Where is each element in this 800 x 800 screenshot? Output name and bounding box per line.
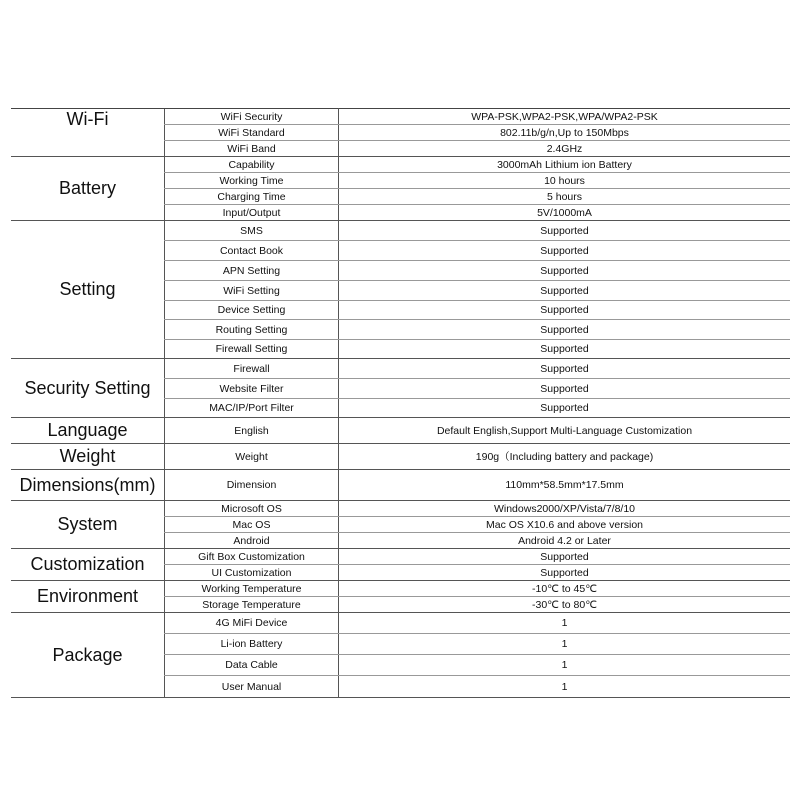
value-cell: Mac OS X10.6 and above version xyxy=(339,517,791,533)
value-cell: Supported xyxy=(339,399,791,418)
feature-cell: Storage Temperature xyxy=(165,597,339,613)
feature-cell: Routing Setting xyxy=(165,320,339,340)
table-row xyxy=(11,157,790,173)
feature-cell: APN Setting xyxy=(165,261,339,281)
value-cell: Default English,Support Multi-Language Customization xyxy=(339,418,791,444)
feature-cell: WiFi Security xyxy=(165,109,339,125)
value-cell: 5V/1000mA xyxy=(339,205,791,221)
feature-cell: Gift Box Customization xyxy=(165,549,339,565)
value-cell: Android 4.2 or Later xyxy=(339,533,791,549)
value-cell: Windows2000/XP/Vista/7/8/10 xyxy=(339,501,791,517)
value-cell: -10℃ to 45℃ xyxy=(339,581,791,597)
table-row xyxy=(11,549,790,565)
feature-cell: 4G MiFi Device xyxy=(165,613,339,634)
category-cell: System xyxy=(11,501,165,549)
feature-cell: UI Customization xyxy=(165,565,339,581)
feature-cell: Mac OS xyxy=(165,517,339,533)
table-row xyxy=(11,359,790,379)
feature-cell: Firewall Setting xyxy=(165,340,339,359)
feature-cell: Charging Time xyxy=(165,189,339,205)
value-cell: Supported xyxy=(339,359,791,379)
feature-cell: Device Setting xyxy=(165,301,339,320)
category-cell: Weight xyxy=(11,444,165,470)
feature-cell: Capability xyxy=(165,157,339,173)
category-cell: Customization xyxy=(11,549,165,581)
table-row xyxy=(11,221,790,241)
value-cell: 2.4GHz xyxy=(339,141,791,157)
category-cell: Dimensions(mm) xyxy=(11,470,165,501)
value-cell: 190g（Including battery and package) xyxy=(339,444,791,470)
feature-cell: SMS xyxy=(165,221,339,241)
spec-table-body xyxy=(11,109,790,698)
value-cell: 1 xyxy=(339,634,791,655)
value-cell: 1 xyxy=(339,676,791,698)
category-cell: Setting xyxy=(11,221,165,359)
feature-cell: MAC/IP/Port Filter xyxy=(165,399,339,418)
feature-cell: Microsoft OS xyxy=(165,501,339,517)
feature-cell: Website Filter xyxy=(165,379,339,399)
value-cell: 10 hours xyxy=(339,173,791,189)
table-row xyxy=(11,470,790,501)
value-cell: Supported xyxy=(339,221,791,241)
feature-cell: User Manual xyxy=(165,676,339,698)
category-cell: Battery xyxy=(11,157,165,221)
table-row xyxy=(11,501,790,517)
value-cell: Supported xyxy=(339,340,791,359)
feature-cell: Contact Book xyxy=(165,241,339,261)
value-cell: 1 xyxy=(339,613,791,634)
table-row xyxy=(11,109,790,125)
feature-cell: WiFi Standard xyxy=(165,125,339,141)
feature-cell: Weight xyxy=(165,444,339,470)
feature-cell: Data Cable xyxy=(165,655,339,676)
value-cell: Supported xyxy=(339,301,791,320)
table-row xyxy=(11,418,790,444)
feature-cell: WiFi Setting xyxy=(165,281,339,301)
value-cell: Supported xyxy=(339,379,791,399)
value-cell: Supported xyxy=(339,281,791,301)
table-row xyxy=(11,581,790,597)
feature-cell: Working Temperature xyxy=(165,581,339,597)
category-cell: Language xyxy=(11,418,165,444)
value-cell: Supported xyxy=(339,261,791,281)
value-cell: 3000mAh Lithium ion Battery xyxy=(339,157,791,173)
feature-cell: Android xyxy=(165,533,339,549)
value-cell: Supported xyxy=(339,320,791,340)
feature-cell: Working Time xyxy=(165,173,339,189)
value-cell: 5 hours xyxy=(339,189,791,205)
value-cell: 110mm*58.5mm*17.5mm xyxy=(339,470,791,501)
category-cell: Package xyxy=(11,613,165,698)
feature-cell: English xyxy=(165,418,339,444)
value-cell: 802.11b/g/n,Up to 150Mbps xyxy=(339,125,791,141)
spec-table xyxy=(11,108,790,698)
feature-cell: Dimension xyxy=(165,470,339,501)
value-cell: 1 xyxy=(339,655,791,676)
feature-cell: WiFi Band xyxy=(165,141,339,157)
feature-cell: Li-ion Battery xyxy=(165,634,339,655)
feature-cell: Firewall xyxy=(165,359,339,379)
category-cell: Wi-Fi xyxy=(11,109,165,157)
feature-cell: Input/Output xyxy=(165,205,339,221)
category-cell: Environment xyxy=(11,581,165,613)
table-row xyxy=(11,444,790,470)
value-cell: WPA-PSK,WPA2-PSK,WPA/WPA2-PSK xyxy=(339,109,791,125)
value-cell: -30℃ to 80℃ xyxy=(339,597,791,613)
category-cell: Security Setting xyxy=(11,359,165,418)
value-cell: Supported xyxy=(339,549,791,565)
value-cell: Supported xyxy=(339,241,791,261)
value-cell: Supported xyxy=(339,565,791,581)
table-row xyxy=(11,613,790,634)
